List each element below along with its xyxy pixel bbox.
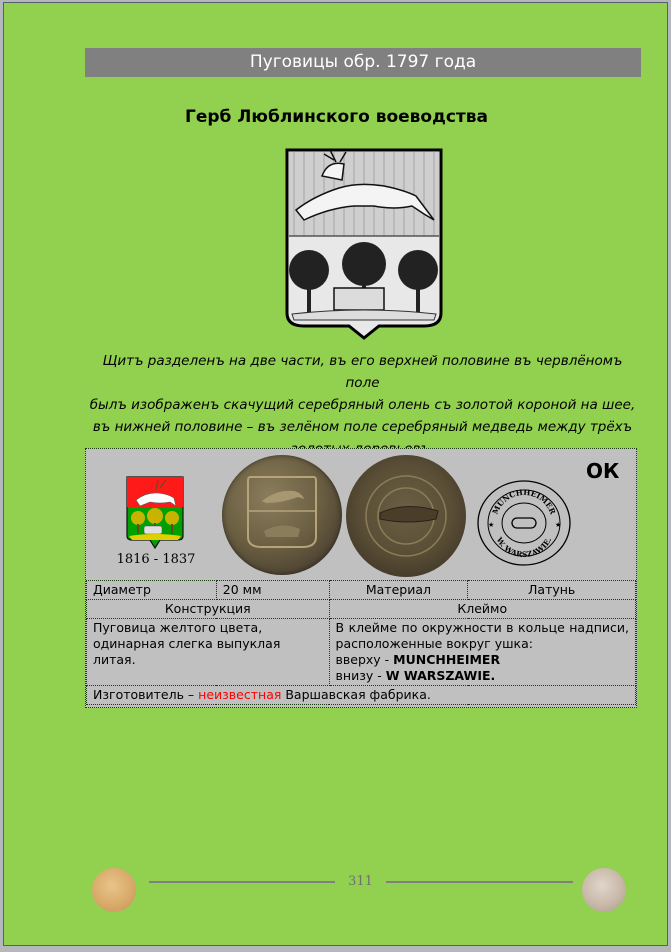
button-front-photo [222,455,342,575]
material-label: Материал [329,581,468,600]
description-line: былъ изображенъ скачущий серебряный олень съ золотой короной на шее, [89,397,636,413]
button-back-relief [346,455,466,577]
maker-text [87,686,636,705]
footer-eagle-button-icon [92,868,136,912]
years-range: 1816 - 1837 [116,552,196,567]
button-back-photo [346,455,466,577]
footer-monogram-button-icon [582,868,626,912]
maker-suffix: Варшавская фабрика. [281,687,431,702]
material-value: Латунь [468,581,636,600]
mark-top-prefix: вверху - [335,652,394,667]
footer-divider-right [386,881,573,883]
button-front-relief [222,455,342,575]
mark-bottom-value: W WARSZAWIE. [385,668,496,683]
button-info-card [85,448,637,708]
mark-top-value: MUNCHHEIMER [393,652,501,667]
page [3,2,668,946]
mark-top-line [336,652,629,668]
construction-text: Пуговица желтого цвета, одинарная слегка выпуклая литая. [87,619,330,686]
photo-row [86,449,636,579]
mark-intro: В клейме по окружности в кольце надписи, расположенные вокруг ушка: [335,620,629,651]
page-header-title: Пуговицы обр. 1797 года [249,52,477,72]
hallmark-drawing [476,479,572,567]
description-line: въ нижней половине – въ зелёном поле серебряный медведь между трёхъ [92,419,633,435]
coat-of-arms-engraving [284,148,444,340]
coat-of-arms-description [84,350,641,460]
page-header-bar [85,48,641,77]
mark-header: Клеймо [329,600,635,619]
diameter-label: Диаметр [87,581,217,600]
description-line: Щитъ разделенъ на две части, въ его верхней половине въ червлёномъ поле [102,353,623,391]
svg-text:W. WARSZAWIE.: W. WARSZAWIE. [494,535,554,560]
page-number: 311 [348,874,373,889]
table-row [87,600,636,619]
table-row [87,619,636,686]
svg-text:★: ★ [488,521,495,529]
status-badge: ОК [586,459,620,483]
maker-prefix: Изготовитель – [93,687,199,702]
svg-text:MUNCHHEIMER: MUNCHHEIMER [490,487,558,516]
construction-header: Конструкция [87,600,330,619]
color-coat-of-arms-icon [126,476,184,549]
diameter-value: 20 мм [216,581,329,600]
mark-text [329,619,635,686]
table-row [87,686,636,705]
mark-bottom-line [336,668,629,684]
svg-text:★: ★ [555,521,562,529]
properties-table [86,580,636,705]
section-title: Герб Люблинского воеводства [184,107,488,127]
footer-divider-left [149,881,335,883]
mark-bottom-prefix: внизу - [335,668,386,683]
table-row [87,581,636,600]
maker-highlight: неизвестная [198,687,282,702]
